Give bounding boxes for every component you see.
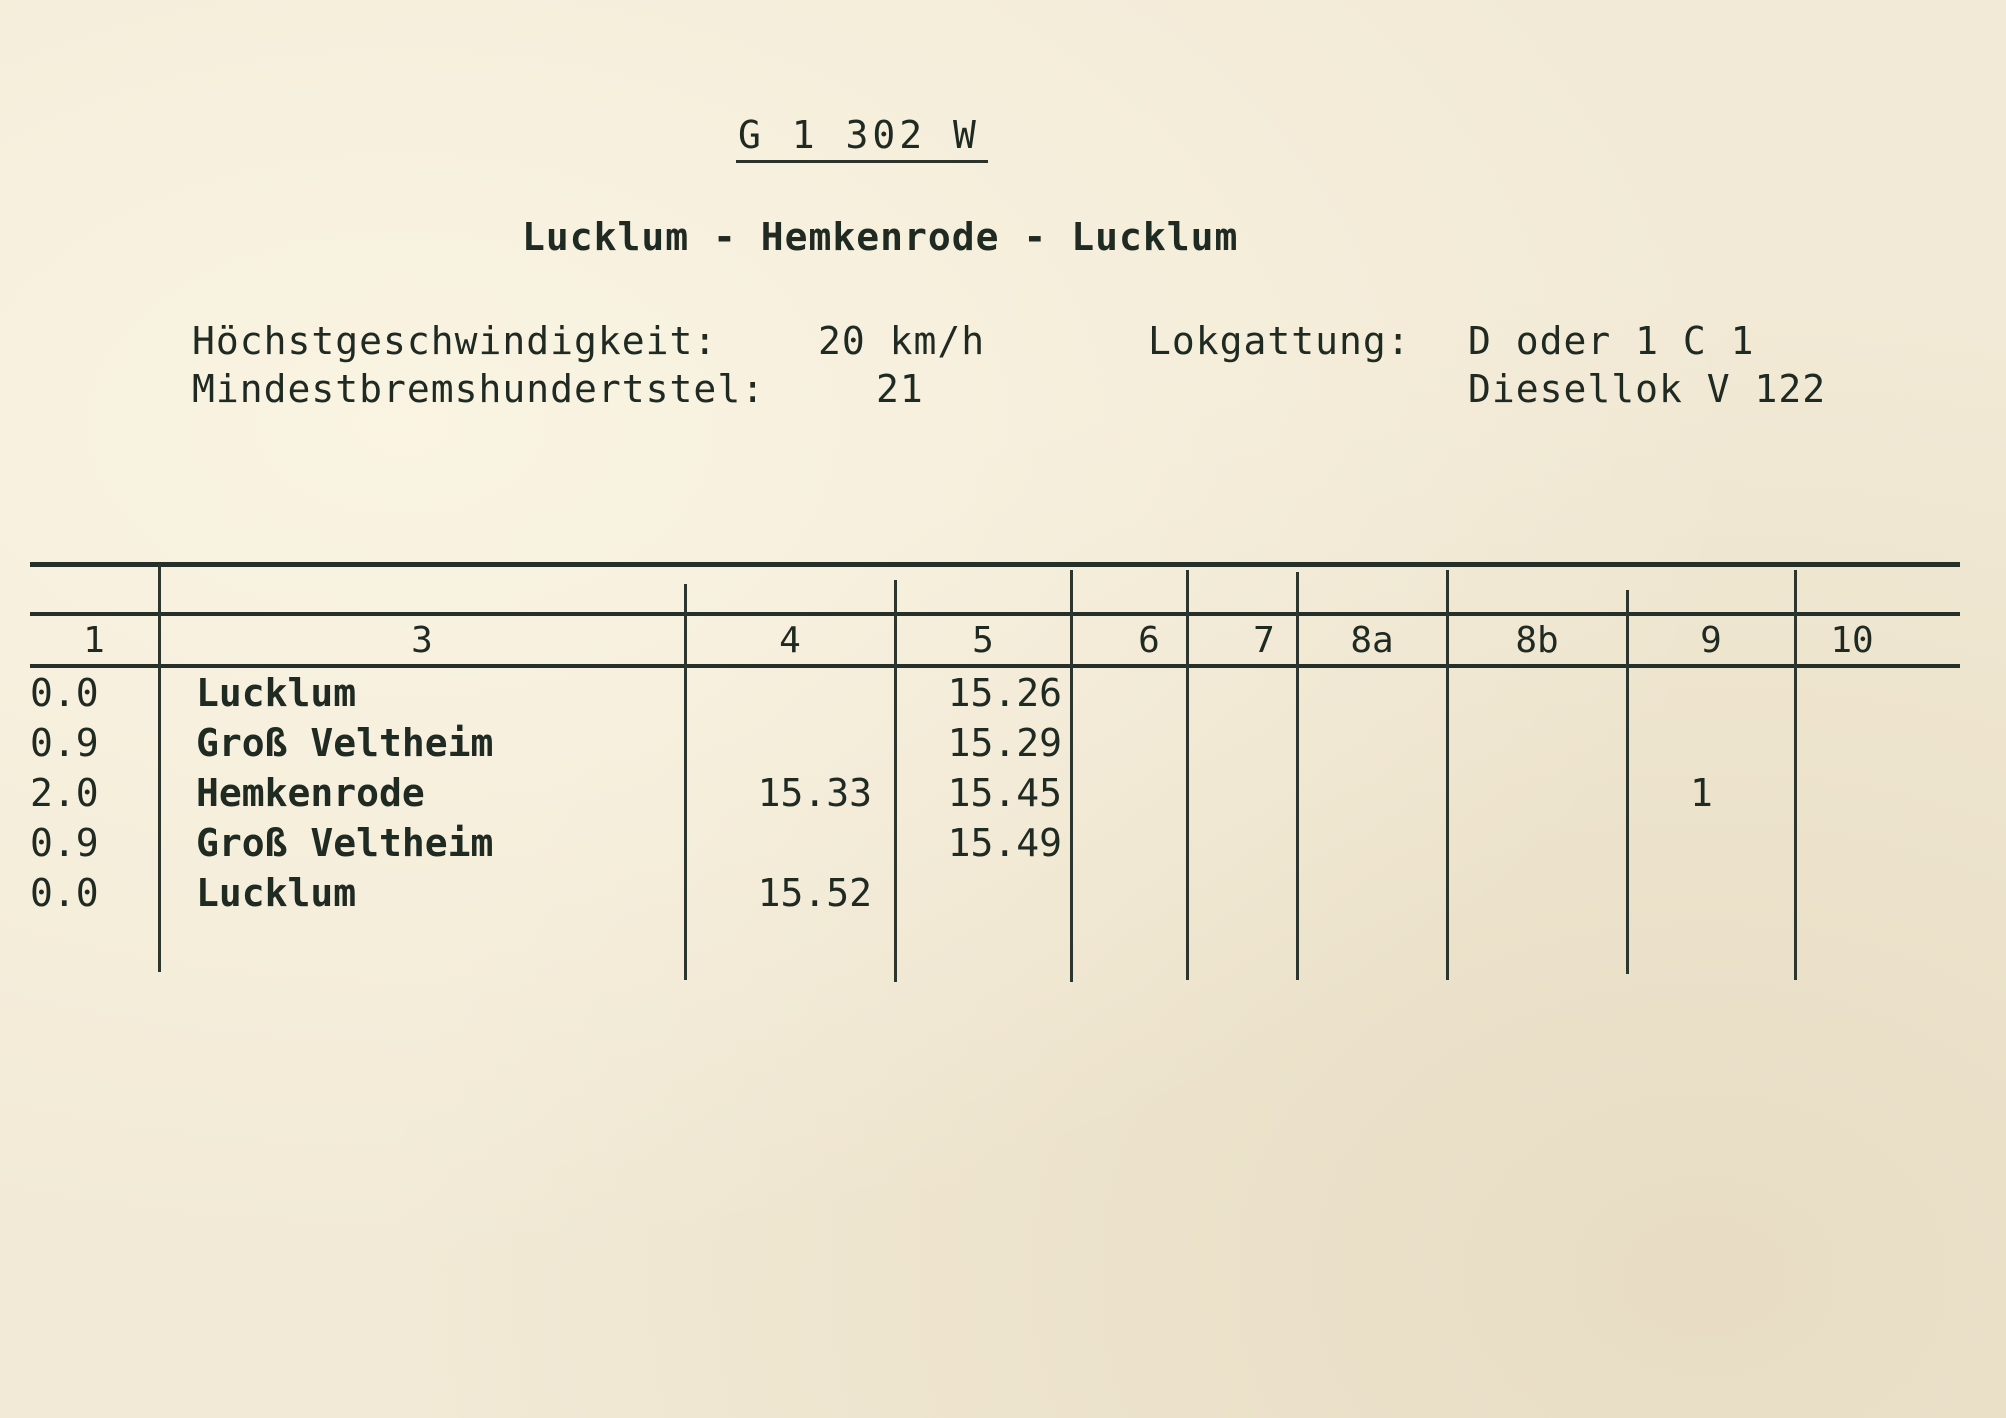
loco-label: Lokgattung:	[1148, 319, 1411, 363]
speed-value: 20 km/h	[818, 319, 986, 363]
row-km: 0.0	[30, 871, 99, 915]
column-header: 1	[83, 620, 105, 661]
brake-value: 21	[876, 367, 924, 411]
row-km: 0.9	[30, 821, 99, 865]
column-header: 8b	[1515, 620, 1559, 661]
column-header: 4	[779, 620, 801, 661]
column-header: 3	[411, 620, 433, 661]
speed-label: Höchstgeschwindigkeit:	[192, 319, 718, 363]
row-station: Lucklum	[196, 671, 357, 715]
brake-label: Mindestbremshundertstel:	[192, 367, 766, 411]
column-header: 9	[1700, 620, 1722, 661]
timetable-title: G 1 302 W	[738, 113, 980, 157]
row-station: Groß Veltheim	[196, 721, 494, 765]
row-station: Groß Veltheim	[196, 821, 494, 865]
column-divider	[1186, 570, 1189, 980]
row-km: 2.0	[30, 771, 99, 815]
column-header: 7	[1253, 620, 1275, 661]
header-top-rule	[30, 612, 1960, 616]
row-km: 0.9	[30, 721, 99, 765]
row-km: 0.0	[30, 671, 99, 715]
route-line: Lucklum - Hemkenrode - Lucklum	[522, 215, 1239, 259]
column-header: 5	[972, 620, 994, 661]
header-bottom-rule	[30, 664, 1960, 668]
column-divider	[1070, 570, 1073, 982]
column-header: 10	[1830, 620, 1874, 661]
row-station: Hemkenrode	[196, 771, 425, 815]
loco-value-1: D oder 1 C 1	[1468, 319, 1755, 363]
row-departure: 15.29	[947, 721, 1062, 765]
row-departure: 15.45	[947, 771, 1062, 815]
row-departure: 15.49	[947, 821, 1062, 865]
column-header: 8a	[1350, 620, 1394, 661]
row-station: Lucklum	[196, 871, 357, 915]
row-arrival: 15.33	[757, 771, 872, 815]
row-arrival: 15.52	[757, 871, 872, 915]
row-departure: 15.26	[947, 671, 1062, 715]
row-col9: 1	[1690, 771, 1713, 815]
loco-value-2: Diesellok V 122	[1468, 367, 1827, 411]
title-underline	[736, 160, 988, 163]
table-top-rule	[30, 562, 1960, 567]
column-header: 6	[1138, 620, 1160, 661]
